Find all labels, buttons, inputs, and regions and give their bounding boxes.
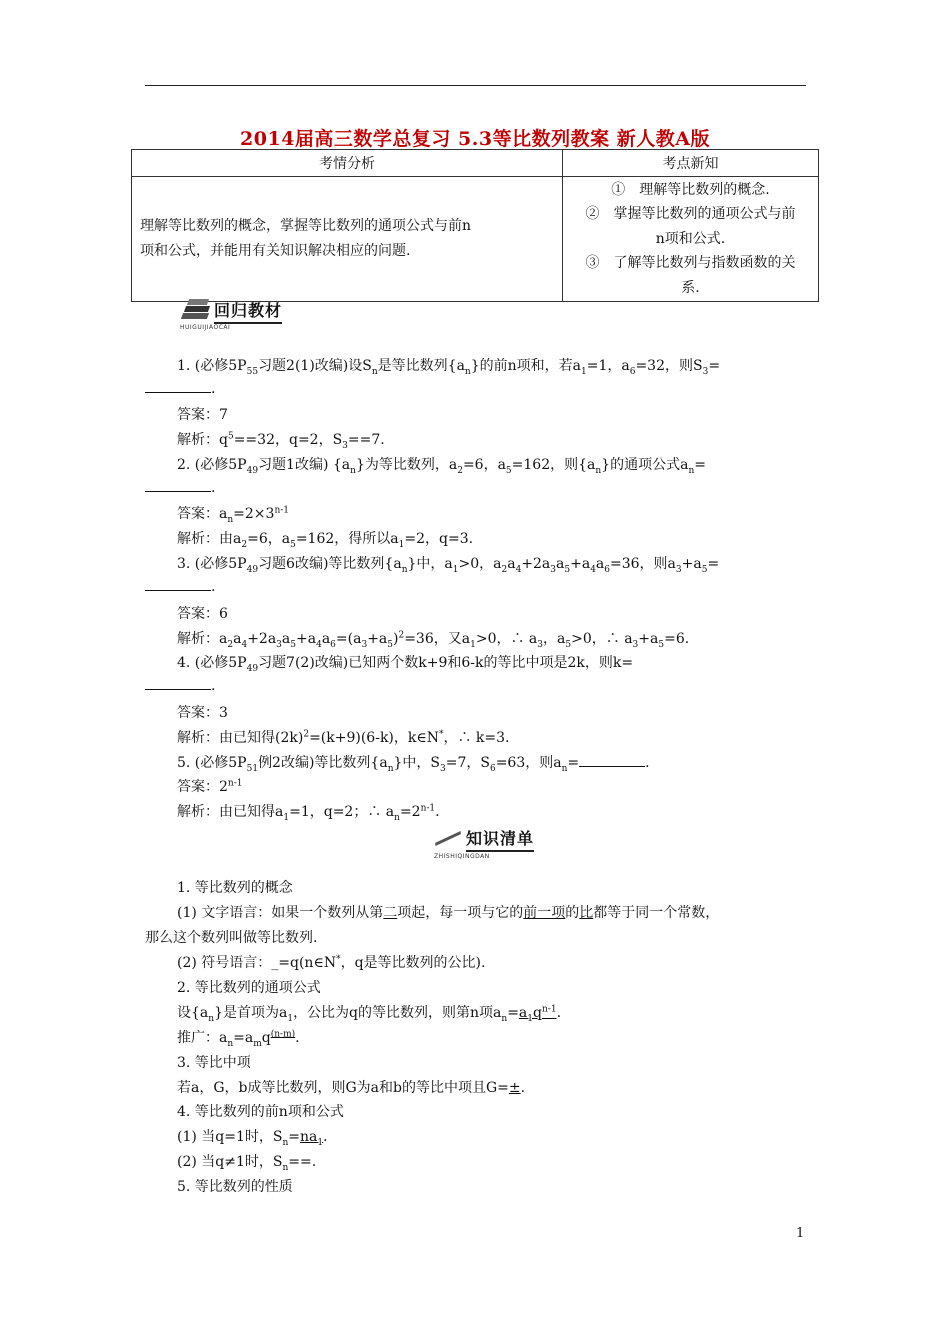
section4-heading: 4. 等比数列的前n项和公式 [177, 1104, 344, 1120]
banner-subtitle: HUIGUIJIAOCAI [180, 324, 231, 331]
q1-solution: 解析：$q^5==32$，q=2，$S_3==7$. [177, 431, 385, 451]
section1-symbol: (2) 符号语言：_=q(n∈N*，q是等比数列的公比). [177, 954, 486, 971]
q2-stem: 2. (必修$5P_{49}$习题1改编) $\{a_n\}$为等比数列，$a_2=6$，$a_5=162$，则$\{a_n\}$的通项公式$a_n=$ [177, 457, 706, 476]
banner-title: 回归教材 [214, 298, 282, 324]
pen-icon [432, 827, 462, 851]
section1-text: (1) 文字语言：如果一个数列从第二项起，每一项与它的前一项的比都等于同一个常数， [177, 905, 720, 921]
table-header-left: 考情分析 [132, 150, 563, 177]
banner-knowledge-list [432, 826, 535, 860]
q2-answer: 答案：$a_n=2\times 3^{n-1}$ [177, 505, 290, 525]
section3-heading: 3. 等比中项 [177, 1055, 251, 1071]
q3-answer: 答案：6 [177, 606, 228, 622]
page-number: 1 [796, 1226, 805, 1241]
section2-text: 设$\{a_n\}$是首项为$a_1$，公比为q的等比数列，则第n项$a_n=a_1q^{n-1}$. [177, 1004, 562, 1024]
q4-solution: 解析：由已知得$(2k)^2=(k+9)(6-k)$，k∈N*，∴ k=3. [177, 729, 510, 746]
section4-case2: (2) 当q≠1时，$S_n==$. [177, 1154, 317, 1173]
q3-solution: 解析：$a_2a_4+2a_3a_5+a_4a_6=(a_3+a_5)^2=36$，又$a_1>0$，∴ $a_3$，$a_5>0$，∴ $a_3+a_5=6$. [177, 630, 690, 650]
table-header-right: 考点新知 [563, 150, 819, 177]
banner-subtitle: ZHISHIQINGDAN [434, 853, 490, 860]
q4-answer: 答案：3 [177, 705, 228, 721]
new-knowledge-list: ① 理解等比数列的概念. ② 掌握等比数列的通项公式与前 n项和公式. ③ 了解等比数列与指数函数的关 系. [563, 177, 819, 302]
analysis-text: 理解等比数列的概念，掌握等比数列的通项公式与前n 项和公式，并能用有关知识解决相应的问题. [132, 177, 563, 302]
section5-heading: 5. 等比数列的性质 [177, 1179, 293, 1195]
q1-answer: 答案：7 [177, 407, 228, 423]
analysis-table [131, 149, 819, 302]
books-icon [180, 299, 210, 323]
section1-heading: 1. 等比数列的概念 [177, 880, 293, 896]
header-rule [145, 85, 806, 86]
document-title: 2014届高三数学总复习 5.3等比数列教案 新人教A版 [240, 128, 710, 150]
section2-heading: 2. 等比数列的通项公式 [177, 980, 321, 996]
q3-stem: 3. (必修$5P_{49}$习题6改编)等比数列$\{a_n\}$中，$a_1>0$，$a_2a_4+2a_3a_5+a_4a_6=36$，则$a_3+a_5=$ [177, 556, 720, 575]
q4-stem: 4. (必修$5P_{49}$习题7(2)改编)已知两个数k+9和6-k的等比中项是2k，则k= [177, 655, 634, 674]
banner-textbook-review [180, 298, 283, 331]
section3-text: 若a，G，b成等比数列，则G为a和b的等比中项且G=±. [177, 1080, 526, 1096]
banner-title: 知识清单 [466, 826, 534, 852]
section4-case1: (1) 当q=1时，$S_n=na_1$. [177, 1129, 328, 1148]
section2-generalization: 推广：$a_n=a_mq^{(n-m)}$. [177, 1029, 300, 1049]
q5-solution: 解析：由已知得$a_1=1$，q=2；∴ $a_n=2^{n-1}$. [177, 803, 440, 823]
q5-stem: 5. (必修$5P_{51}$例2改编)等比数列$\{a_n\}$中，$S_3=7$，$S_6=63$，则$a_n=$ . [177, 755, 650, 774]
q2-solution: 解析：由$a_2=6$，$a_5=162$，得所以$a_1=2$，q=3. [177, 531, 474, 550]
q5-answer: 答案：2$^{n-1}$ [177, 778, 243, 795]
q1-stem: 1. (必修$5P_{55}$习题2(1)改编)设$S_n$是等比数列$\{a_n\}$的前n项和，若$a_1=1$，$a_6=32$，则$S_3=$ [177, 358, 721, 377]
